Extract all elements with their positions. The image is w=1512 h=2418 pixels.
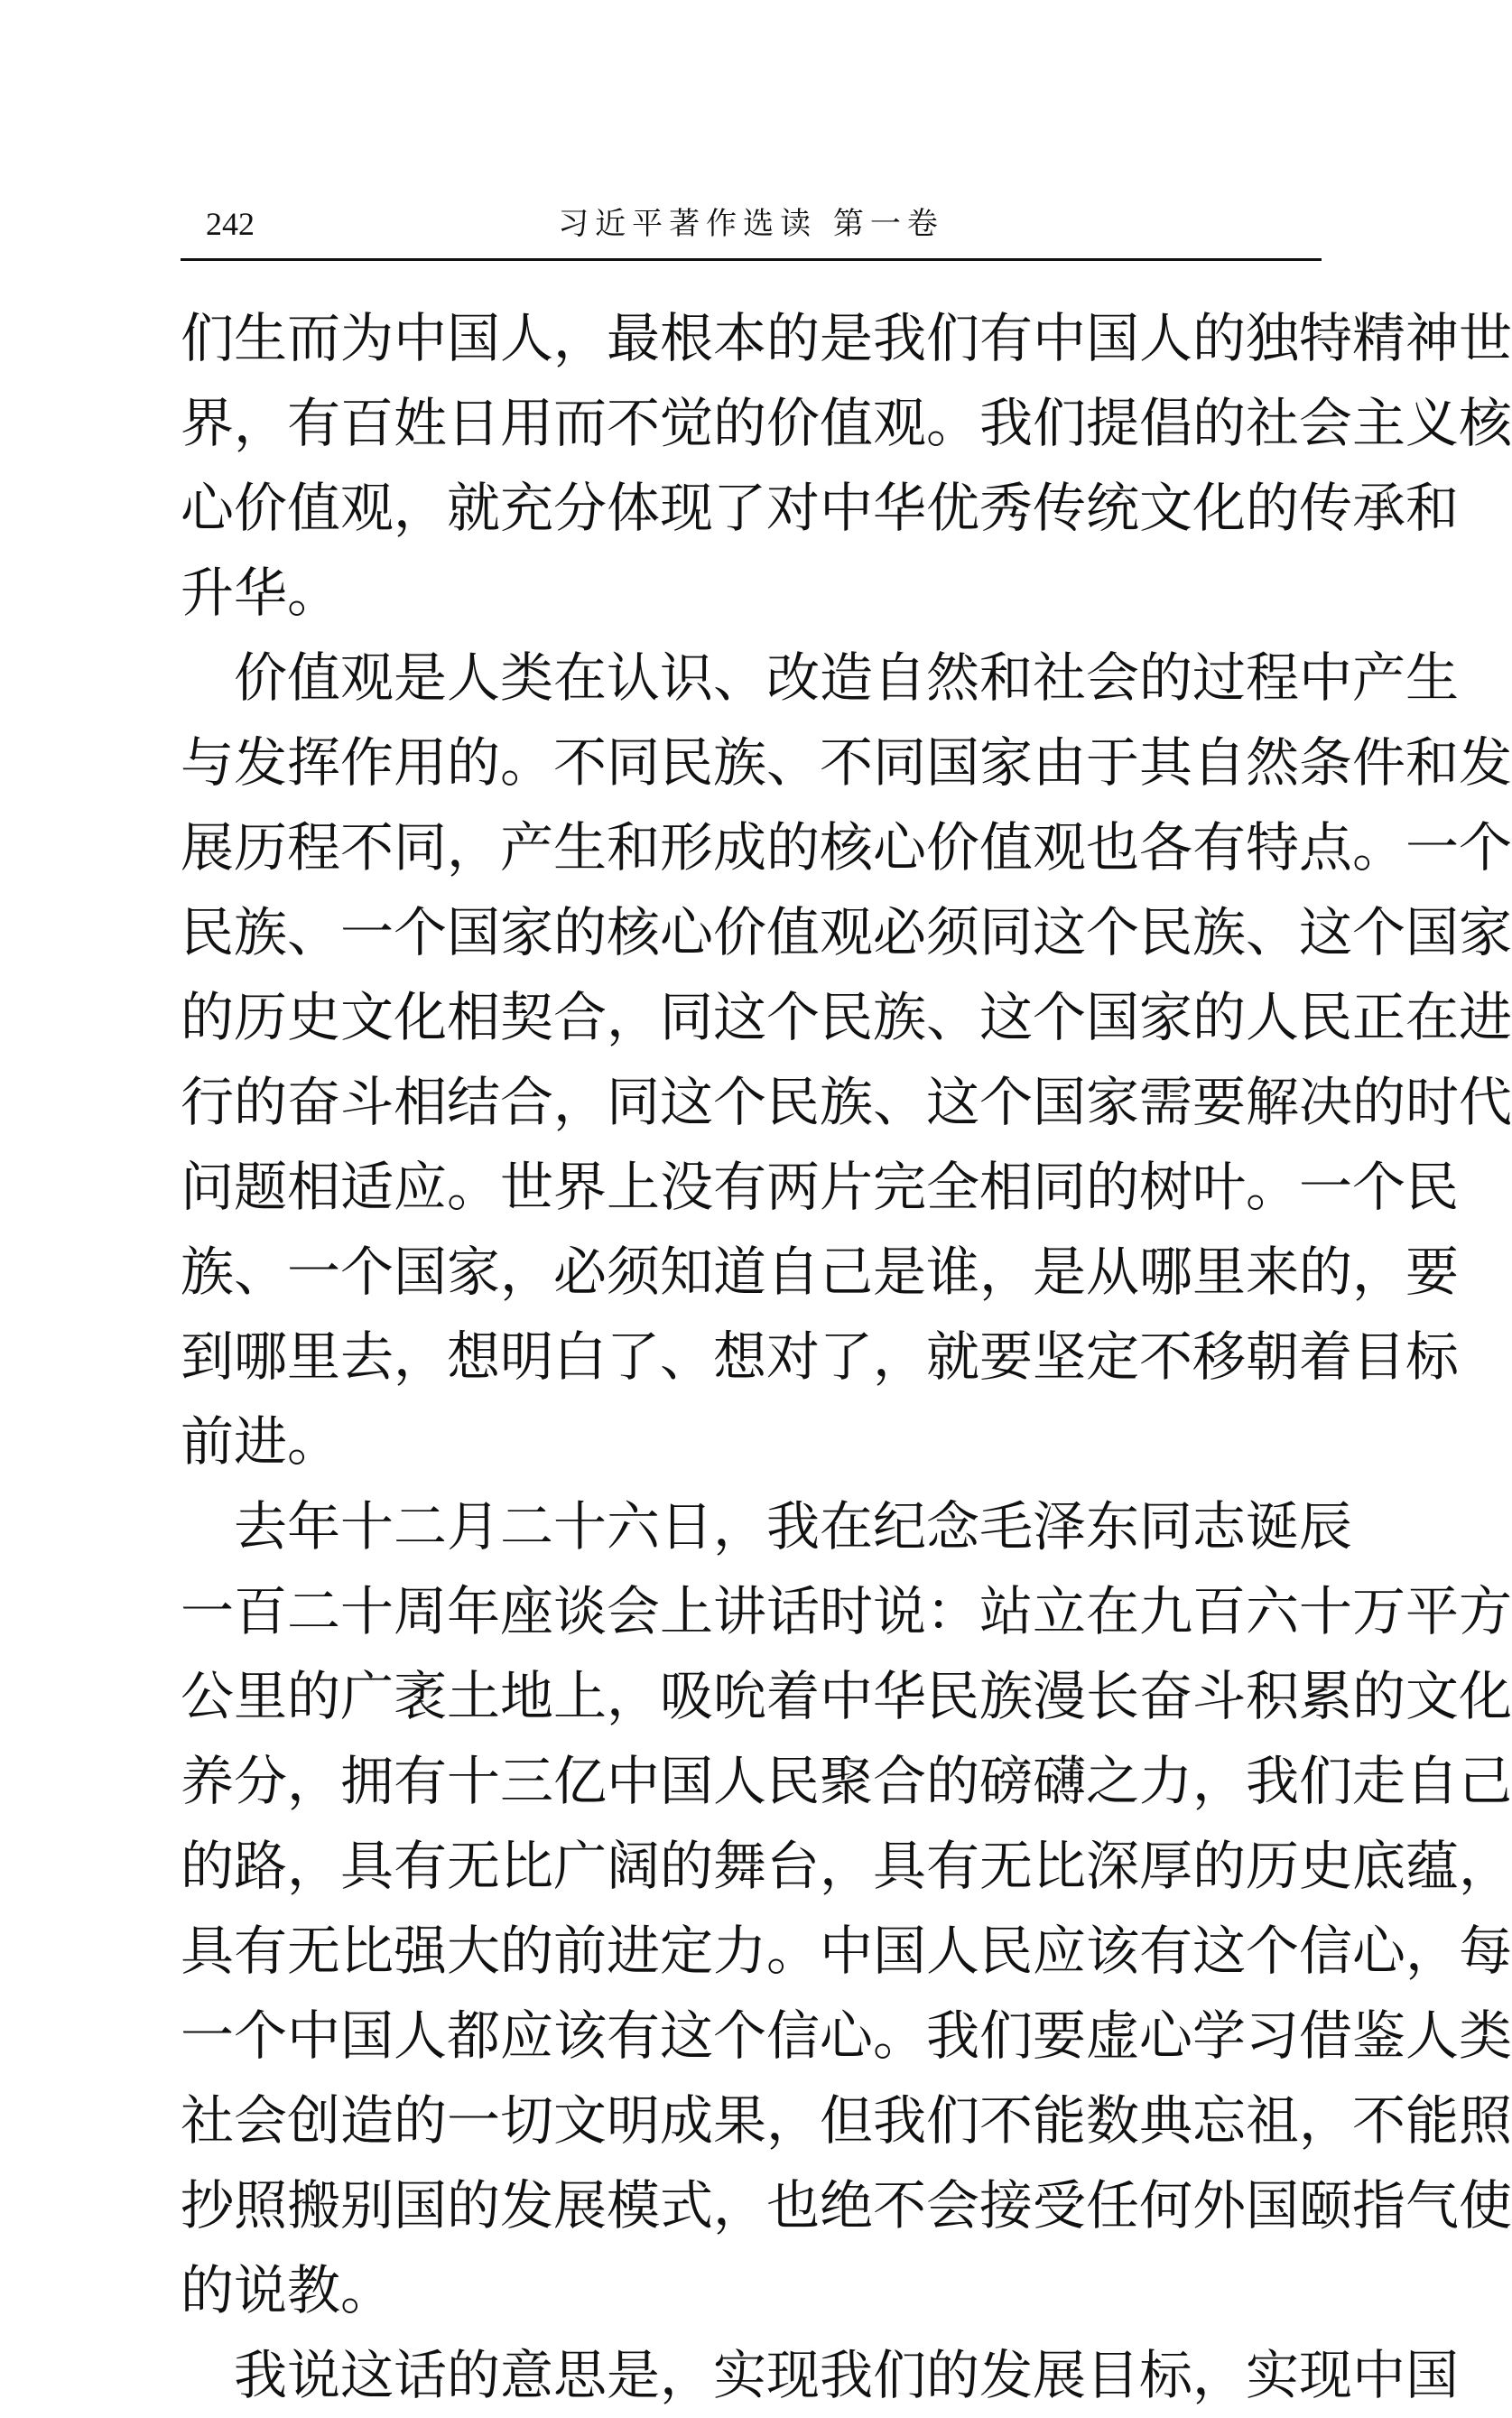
header-rule — [181, 258, 1322, 261]
page-header — [181, 206, 1322, 260]
text-line: 们生而为中国人，最根本的是我们有中国人的独特精神世 — [181, 307, 1512, 369]
text-line: 行的奋斗相结合，同这个民族、这个国家需要解决的时代 — [181, 1071, 1512, 1133]
text-line: 心价值观，就充分体现了对中华优秀传统文化的传承和 — [181, 477, 1460, 539]
text-line: 养分，拥有十三亿中国人民聚合的磅礴之力，我们走自己 — [181, 1750, 1512, 1812]
text-line: 民族、一个国家的核心价值观必须同这个民族、这个国家 — [181, 901, 1512, 963]
text-line: 抄照搬别国的发展模式，也绝不会接受任何外国颐指气使 — [181, 2174, 1512, 2237]
text-line: 界，有百姓日用而不觉的价值观。我们提倡的社会主义核 — [181, 392, 1512, 454]
running-title: 习近平著作选读 第一卷 — [558, 206, 944, 242]
text-line: 到哪里去，想明白了、想对了，就要坚定不移朝着目标 — [181, 1325, 1460, 1388]
text-line: 一百二十周年座谈会上讲话时说：站立在九百六十万平方 — [181, 1580, 1512, 1642]
text-line: 展历程不同，产生和形成的核心价值观也各有特点。一个 — [181, 816, 1512, 879]
text-line: 的历史文化相契合，同这个民族、这个国家的人民正在进 — [181, 986, 1512, 1048]
text-line: 问题相适应。世界上没有两片完全相同的树叶。一个民 — [181, 1156, 1460, 1218]
text-line: 公里的广袤土地上，吸吮着中华民族漫长奋斗积累的文化 — [181, 1665, 1512, 1727]
text-line: 我说这话的意思是，实现我们的发展目标，实现中国 — [181, 2344, 1460, 2406]
text-line: 族、一个国家，必须知道自己是谁，是从哪里来的，要 — [181, 1241, 1460, 1303]
paragraph-end-line: 前进。 — [181, 1410, 341, 1473]
text-line: 去年十二月二十六日，我在纪念毛泽东同志诞辰 — [181, 1495, 1353, 1558]
paragraph-end-line: 升华。 — [181, 562, 341, 624]
text-line: 的路，具有无比广阔的舞台，具有无比深厚的历史底蕴， — [181, 1835, 1512, 1897]
text-line: 价值观是人类在认识、改造自然和社会的过程中产生 — [181, 646, 1460, 709]
body-text — [181, 296, 1512, 2418]
text-line: 具有无比强大的前进定力。中国人民应该有这个信心，每 — [181, 1920, 1512, 1982]
text-line: 一个中国人都应该有这个信心。我们要虚心学习借鉴人类 — [181, 2004, 1512, 2067]
text-line: 与发挥作用的。不同民族、不同国家由于其自然条件和发 — [181, 731, 1512, 794]
paragraph-end-line: 的说教。 — [181, 2259, 394, 2321]
page-number: 242 — [206, 206, 255, 242]
text-line: 社会创造的一切文明成果，但我们不能数典忘祖，不能照 — [181, 2089, 1512, 2152]
